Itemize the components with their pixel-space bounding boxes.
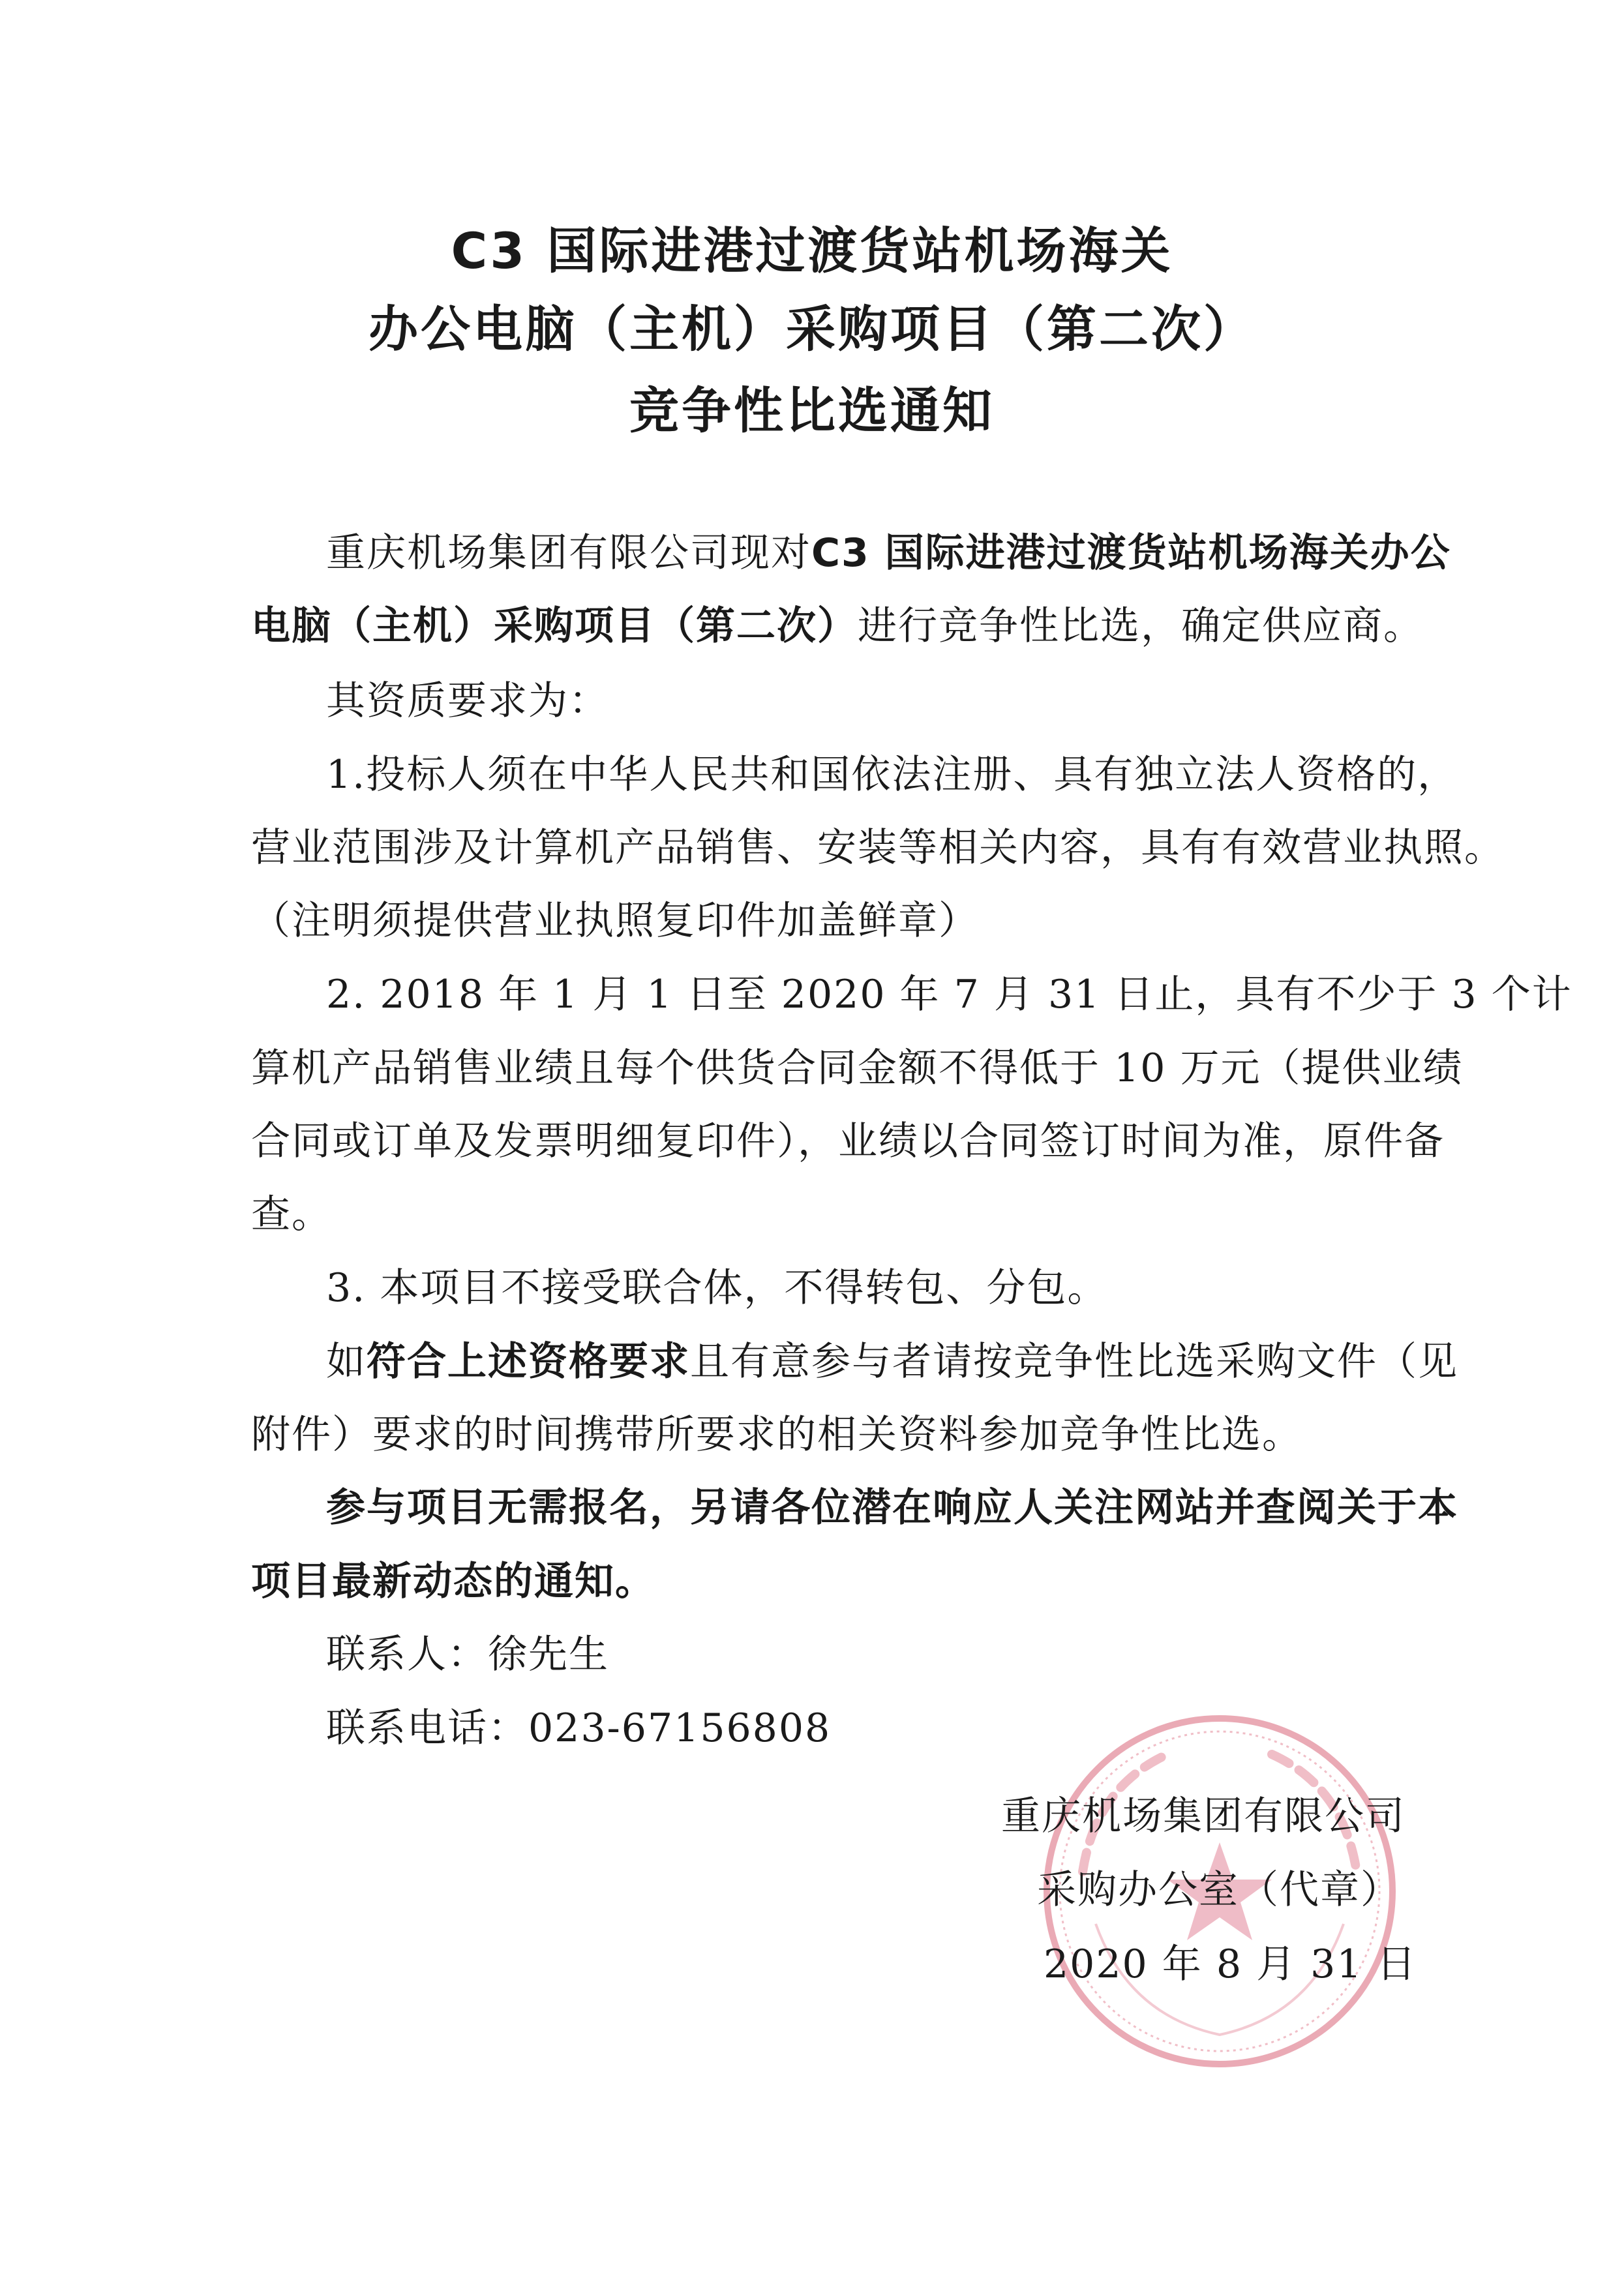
intro-suffix: 进行竞争性比选，确定供应商。 — [858, 603, 1424, 649]
title-line-1: C3 国际进港过渡货站机场海关 — [451, 222, 1173, 280]
notice-line-2: 项目最新动态的通知。 — [251, 1559, 655, 1604]
req1-line-1: 1.投标人须在中华人民共和国依法注册、具有独立法人资格的， — [326, 752, 1458, 798]
participate-line-1 — [326, 1336, 1458, 1388]
intro-project-b: 电脑（主机）采购项目（第二次） — [251, 603, 858, 649]
contact-person: 联系人：徐先生 — [326, 1632, 609, 1677]
participate-prefix: 如 — [326, 1339, 367, 1385]
requirements-heading: 其资质要求为： — [326, 678, 609, 724]
intro-line-1 — [326, 527, 1451, 579]
signature-dept: 采购办公室（代章） — [1037, 1867, 1401, 1913]
contact-phone: 联系电话：023-67156808 — [326, 1705, 832, 1751]
notice-line-1: 参与项目无需报名，另请各位潜在响应人关注网站并查阅关于本 — [326, 1485, 1458, 1531]
req2-line-1: 2. 2018 年 1 月 1 日至 2020 年 7 月 31 日止，具有不少于 3 个计 — [326, 972, 1572, 1017]
req1-line-3: （注明须提供营业执照复印件加盖鲜章） — [251, 898, 979, 944]
title-line-3: 竞争性比选通知 — [629, 382, 995, 440]
req3-line: 3. 本项目不接受联合体，不得转包、分包。 — [326, 1265, 1108, 1311]
participate-rest: 且有意参与者请按竞争性比选采购文件（见 — [690, 1339, 1458, 1385]
signature-org: 重庆机场集团有限公司 — [1001, 1793, 1406, 1839]
intro-project-a: C3 国际进港过渡货站机场海关办公 — [811, 530, 1451, 576]
signature-date: 2020 年 8 月 31 日 — [1044, 1941, 1417, 1987]
intro-prefix: 重庆机场集团有限公司现对 — [326, 530, 811, 576]
req2-line-2: 算机产品销售业绩且每个供货合同金额不得低于 10 万元（提供业绩 — [251, 1045, 1464, 1091]
participate-line-2: 附件）要求的时间携带所要求的相关资料参加竞争性比选。 — [251, 1412, 1302, 1458]
req1-line-2: 营业范围涉及计算机产品销售、安装等相关内容，具有有效营业执照。 — [251, 825, 1505, 871]
req2-line-3: 合同或订单及发票明细复印件），业绩以合同签订时间为准，原件备 — [251, 1118, 1445, 1164]
req2-line-4: 查。 — [251, 1191, 332, 1237]
participate-bold: 符合上述资格要求 — [367, 1339, 690, 1385]
intro-line-2 — [251, 600, 1424, 652]
title-line-2: 办公电脑（主机）采购项目（第二次） — [368, 300, 1256, 358]
